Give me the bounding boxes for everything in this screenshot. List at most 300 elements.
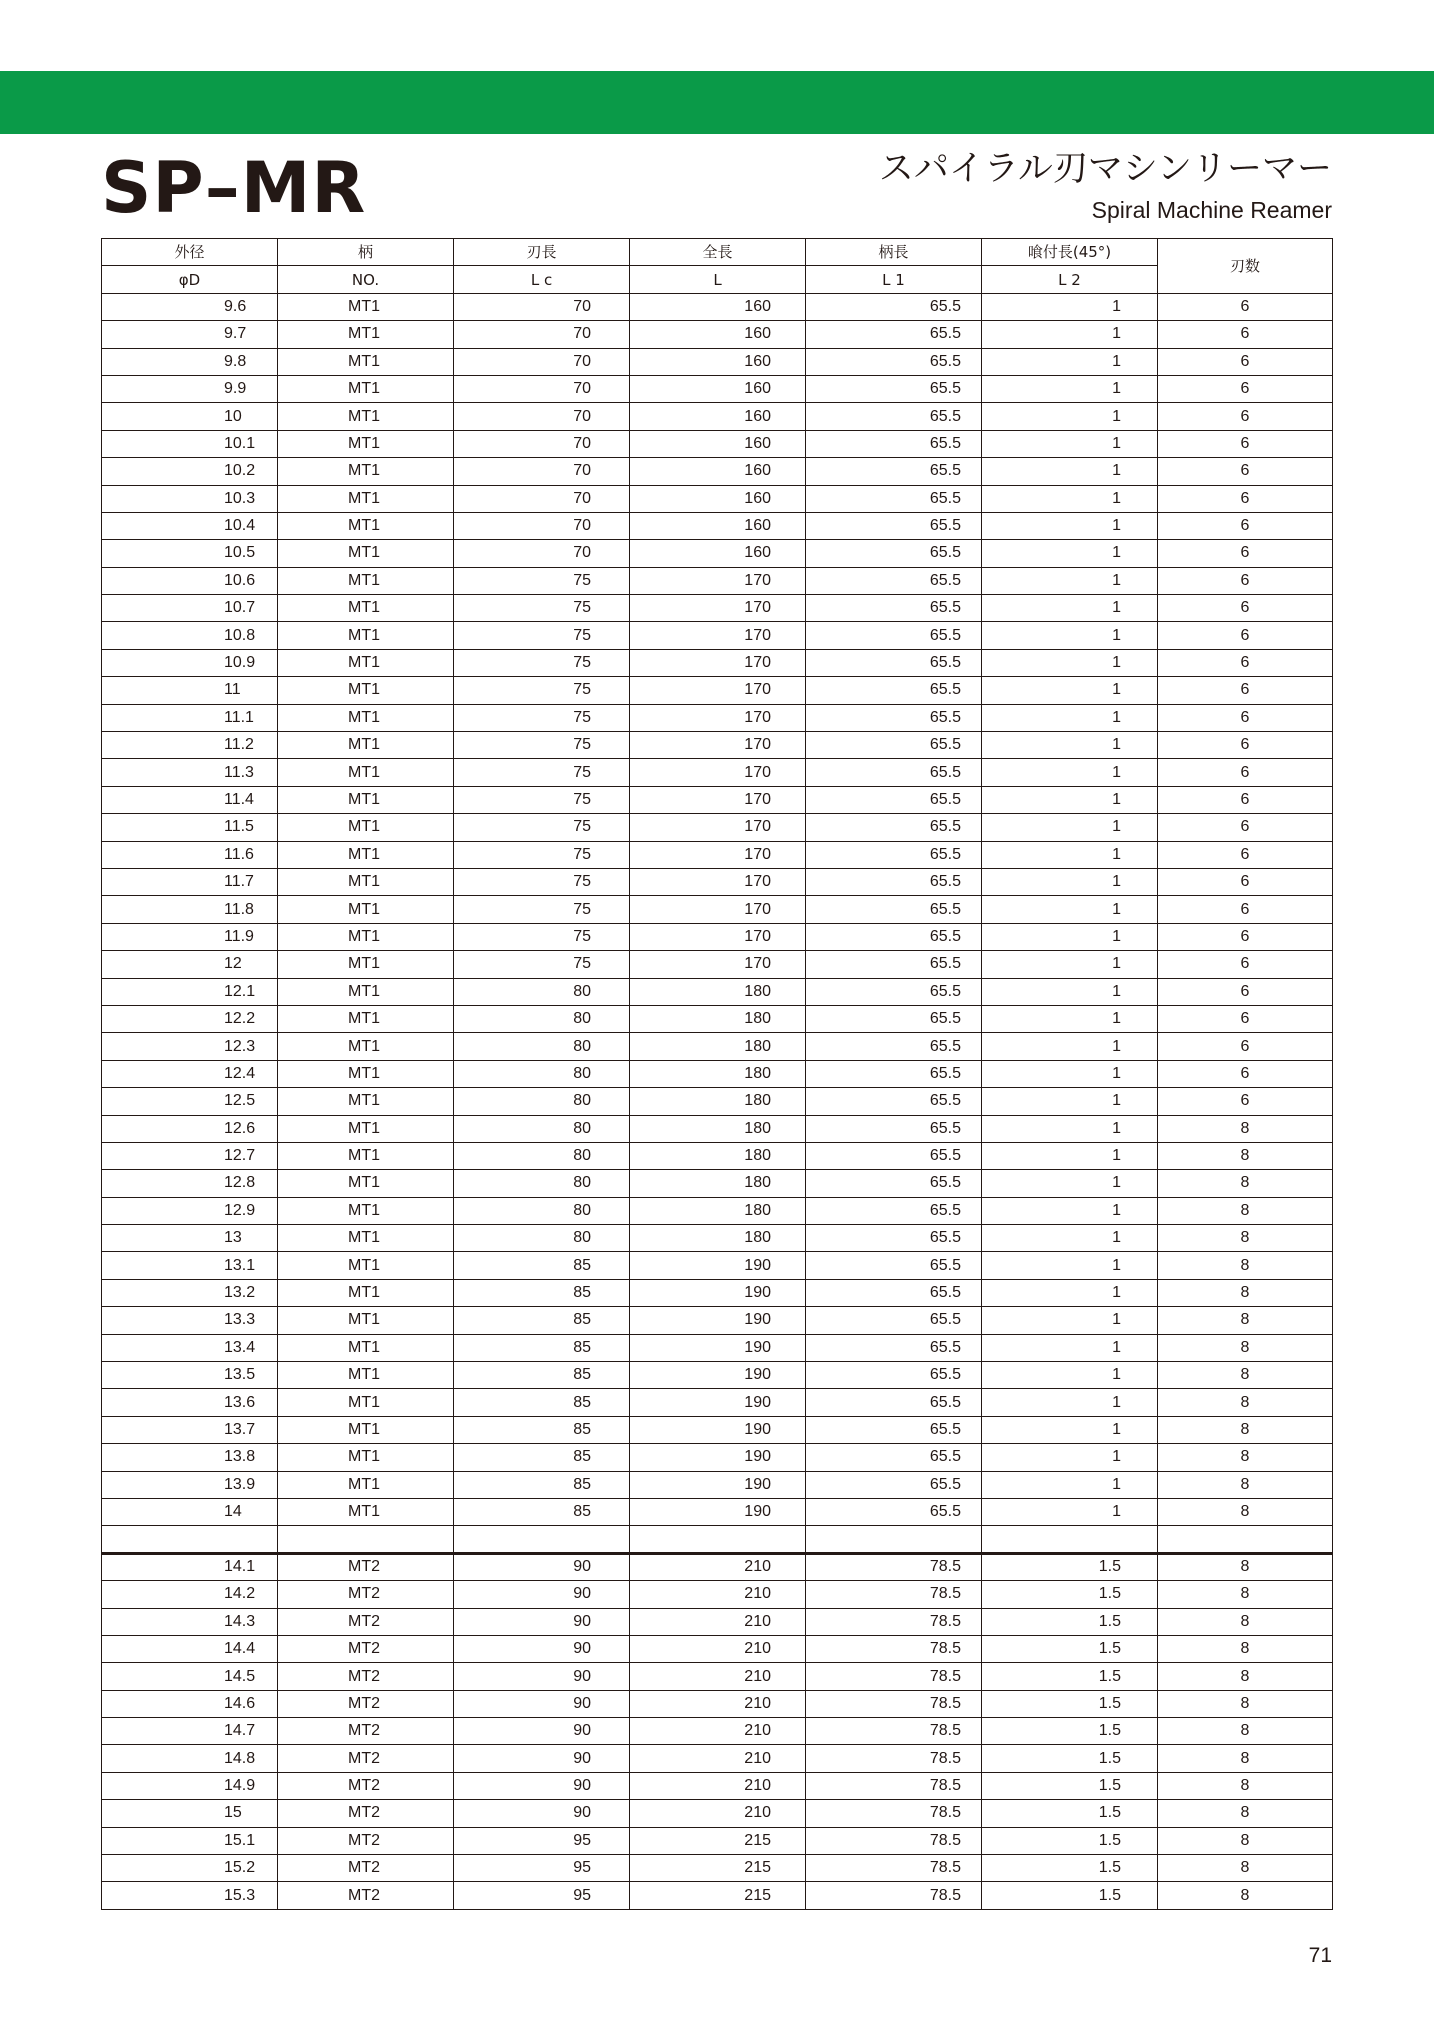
table-row (102, 540, 1333, 567)
cell-overall-length: 170 (630, 786, 806, 813)
cell-overall-length: 190 (630, 1252, 806, 1279)
cell-flute-length: 80 (454, 1115, 630, 1142)
spec-table (101, 238, 1333, 1910)
table-separator-row (102, 1526, 1333, 1553)
table-row (102, 951, 1333, 978)
cell-overall-length: 160 (630, 348, 806, 375)
header-symbol-l2: L 2 (982, 266, 1158, 293)
cell-overall-length: 160 (630, 485, 806, 512)
cell-flute-length: 85 (454, 1334, 630, 1361)
table-row (102, 485, 1333, 512)
cell-chamfer-length: 1 (982, 1115, 1158, 1142)
cell-diameter: 12.5 (102, 1088, 278, 1115)
cell-shank-length: 78.5 (806, 1608, 982, 1635)
cell-chamfer-length: 1 (982, 1142, 1158, 1169)
cell-diameter: 12.2 (102, 1005, 278, 1032)
cell-shank-no: MT1 (278, 430, 454, 457)
cell-flute-count: 6 (1158, 978, 1333, 1005)
cell-shank-length: 78.5 (806, 1882, 982, 1909)
table-row (102, 595, 1333, 622)
header-overall-length: 全長 (630, 239, 806, 266)
cell-flute-length: 90 (454, 1800, 630, 1827)
cell-flute-length: 70 (454, 403, 630, 430)
cell-overall-length: 180 (630, 1197, 806, 1224)
cell-diameter: 10.5 (102, 540, 278, 567)
cell-shank-length: 65.5 (806, 1279, 982, 1306)
cell-flute-length: 90 (454, 1608, 630, 1635)
cell-shank-no: MT1 (278, 622, 454, 649)
cell-overall-length: 160 (630, 403, 806, 430)
cell-chamfer-length: 1 (982, 567, 1158, 594)
cell-flute-count: 6 (1158, 923, 1333, 950)
cell-diameter: 11.3 (102, 759, 278, 786)
cell-flute-length: 85 (454, 1362, 630, 1389)
cell-flute-length: 75 (454, 704, 630, 731)
cell-shank-length: 65.5 (806, 951, 982, 978)
cell-chamfer-length: 1 (982, 1170, 1158, 1197)
cell-flute-length: 75 (454, 841, 630, 868)
cell-chamfer-length: 1 (982, 649, 1158, 676)
cell-flute-count: 6 (1158, 649, 1333, 676)
cell-flute-count: 6 (1158, 403, 1333, 430)
table-row (102, 649, 1333, 676)
cell-overall-length: 170 (630, 732, 806, 759)
cell-diameter: 14 (102, 1498, 278, 1525)
cell-shank-length: 65.5 (806, 430, 982, 457)
header-row-symbols (102, 266, 1333, 293)
empty-cell (278, 1526, 454, 1553)
cell-diameter: 13.9 (102, 1471, 278, 1498)
cell-overall-length: 170 (630, 622, 806, 649)
cell-shank-no: MT2 (278, 1882, 454, 1909)
cell-shank-length: 78.5 (806, 1690, 982, 1717)
cell-diameter: 14.6 (102, 1690, 278, 1717)
cell-shank-no: MT1 (278, 1444, 454, 1471)
cell-flute-length: 75 (454, 923, 630, 950)
table-row (102, 1416, 1333, 1443)
cell-shank-length: 78.5 (806, 1827, 982, 1854)
table-row (102, 1142, 1333, 1169)
cell-chamfer-length: 1 (982, 430, 1158, 457)
cell-shank-no: MT2 (278, 1635, 454, 1662)
cell-diameter: 15.2 (102, 1855, 278, 1882)
cell-flute-count: 6 (1158, 375, 1333, 402)
cell-shank-length: 65.5 (806, 293, 982, 320)
cell-chamfer-length: 1 (982, 1060, 1158, 1087)
cell-shank-no: MT2 (278, 1827, 454, 1854)
cell-flute-count: 8 (1158, 1855, 1333, 1882)
cell-chamfer-length: 1.5 (982, 1581, 1158, 1608)
page-number: 71 (1308, 1944, 1332, 1967)
cell-flute-count: 8 (1158, 1663, 1333, 1690)
empty-cell (630, 1526, 806, 1553)
cell-chamfer-length: 1 (982, 814, 1158, 841)
cell-shank-no: MT1 (278, 704, 454, 731)
cell-flute-count: 6 (1158, 1005, 1333, 1032)
cell-flute-count: 6 (1158, 677, 1333, 704)
cell-overall-length: 170 (630, 704, 806, 731)
cell-diameter: 12.9 (102, 1197, 278, 1224)
cell-flute-length: 70 (454, 321, 630, 348)
cell-flute-count: 6 (1158, 622, 1333, 649)
cell-shank-no: MT1 (278, 1307, 454, 1334)
cell-flute-length: 75 (454, 595, 630, 622)
cell-shank-length: 65.5 (806, 786, 982, 813)
cell-flute-length: 75 (454, 567, 630, 594)
cell-diameter: 10.4 (102, 512, 278, 539)
cell-shank-length: 65.5 (806, 1471, 982, 1498)
cell-shank-no: MT1 (278, 786, 454, 813)
cell-overall-length: 215 (630, 1882, 806, 1909)
cell-flute-length: 80 (454, 1170, 630, 1197)
table-row (102, 1553, 1333, 1580)
cell-chamfer-length: 1.5 (982, 1690, 1158, 1717)
cell-shank-no: MT2 (278, 1718, 454, 1745)
cell-shank-length: 65.5 (806, 1307, 982, 1334)
cell-chamfer-length: 1.5 (982, 1553, 1158, 1580)
cell-shank-length: 78.5 (806, 1800, 982, 1827)
cell-overall-length: 190 (630, 1471, 806, 1498)
cell-chamfer-length: 1 (982, 786, 1158, 813)
cell-flute-count: 8 (1158, 1745, 1333, 1772)
table-row (102, 759, 1333, 786)
cell-flute-length: 85 (454, 1307, 630, 1334)
cell-shank-length: 65.5 (806, 1115, 982, 1142)
cell-flute-count: 6 (1158, 1060, 1333, 1087)
table-row (102, 841, 1333, 868)
cell-shank-no: MT1 (278, 1115, 454, 1142)
page-title: SP–MR (101, 147, 367, 229)
cell-diameter: 15 (102, 1800, 278, 1827)
cell-shank-no: MT1 (278, 1088, 454, 1115)
cell-flute-length: 75 (454, 759, 630, 786)
cell-diameter: 12.6 (102, 1115, 278, 1142)
cell-chamfer-length: 1 (982, 978, 1158, 1005)
cell-chamfer-length: 1 (982, 677, 1158, 704)
cell-overall-length: 210 (630, 1718, 806, 1745)
cell-overall-length: 215 (630, 1855, 806, 1882)
cell-flute-count: 8 (1158, 1553, 1333, 1580)
cell-overall-length: 180 (630, 978, 806, 1005)
cell-shank-no: MT1 (278, 1471, 454, 1498)
table-row (102, 1088, 1333, 1115)
cell-shank-length: 65.5 (806, 1334, 982, 1361)
cell-chamfer-length: 1 (982, 841, 1158, 868)
cell-chamfer-length: 1 (982, 375, 1158, 402)
cell-chamfer-length: 1.5 (982, 1855, 1158, 1882)
cell-flute-length: 85 (454, 1416, 630, 1443)
cell-overall-length: 170 (630, 814, 806, 841)
cell-flute-length: 75 (454, 786, 630, 813)
cell-shank-no: MT1 (278, 1060, 454, 1087)
cell-shank-no: MT1 (278, 348, 454, 375)
cell-diameter: 14.4 (102, 1635, 278, 1662)
cell-flute-length: 70 (454, 348, 630, 375)
cell-flute-count: 8 (1158, 1362, 1333, 1389)
cell-flute-count: 6 (1158, 430, 1333, 457)
cell-overall-length: 190 (630, 1307, 806, 1334)
cell-flute-length: 80 (454, 1060, 630, 1087)
cell-shank-length: 65.5 (806, 1033, 982, 1060)
cell-shank-length: 65.5 (806, 1498, 982, 1525)
cell-shank-no: MT1 (278, 923, 454, 950)
cell-chamfer-length: 1 (982, 868, 1158, 895)
cell-flute-count: 6 (1158, 1088, 1333, 1115)
cell-flute-count: 6 (1158, 567, 1333, 594)
table-row (102, 1362, 1333, 1389)
cell-diameter: 13.7 (102, 1416, 278, 1443)
cell-diameter: 11.1 (102, 704, 278, 731)
cell-chamfer-length: 1 (982, 348, 1158, 375)
cell-shank-no: MT1 (278, 567, 454, 594)
cell-shank-length: 65.5 (806, 978, 982, 1005)
cell-diameter: 10 (102, 403, 278, 430)
header-chamfer-length: 喰付長(45°) (982, 239, 1158, 266)
cell-flute-length: 90 (454, 1553, 630, 1580)
header-symbol-l1: L 1 (806, 266, 982, 293)
cell-chamfer-length: 1.5 (982, 1663, 1158, 1690)
header-color-band (0, 71, 1434, 134)
cell-chamfer-length: 1 (982, 1225, 1158, 1252)
empty-cell (454, 1526, 630, 1553)
cell-flute-length: 80 (454, 1088, 630, 1115)
cell-shank-no: MT2 (278, 1581, 454, 1608)
cell-diameter: 13 (102, 1225, 278, 1252)
cell-shank-length: 78.5 (806, 1553, 982, 1580)
cell-chamfer-length: 1 (982, 403, 1158, 430)
product-name-english: Spiral Machine Reamer (1091, 197, 1332, 223)
cell-flute-count: 8 (1158, 1581, 1333, 1608)
cell-overall-length: 210 (630, 1608, 806, 1635)
cell-shank-no: MT1 (278, 293, 454, 320)
cell-overall-length: 160 (630, 458, 806, 485)
cell-chamfer-length: 1 (982, 1389, 1158, 1416)
cell-diameter: 10.8 (102, 622, 278, 649)
cell-shank-length: 65.5 (806, 677, 982, 704)
cell-overall-length: 190 (630, 1362, 806, 1389)
cell-diameter: 9.8 (102, 348, 278, 375)
cell-chamfer-length: 1 (982, 1307, 1158, 1334)
cell-overall-length: 170 (630, 951, 806, 978)
table-row (102, 1279, 1333, 1306)
cell-chamfer-length: 1 (982, 1279, 1158, 1306)
cell-overall-length: 180 (630, 1142, 806, 1169)
cell-shank-length: 65.5 (806, 1088, 982, 1115)
cell-chamfer-length: 1 (982, 1416, 1158, 1443)
cell-shank-length: 78.5 (806, 1718, 982, 1745)
cell-overall-length: 160 (630, 375, 806, 402)
cell-chamfer-length: 1 (982, 759, 1158, 786)
cell-shank-no: MT1 (278, 1334, 454, 1361)
cell-diameter: 11.6 (102, 841, 278, 868)
cell-chamfer-length: 1 (982, 1252, 1158, 1279)
table-row (102, 1718, 1333, 1745)
table-row (102, 1197, 1333, 1224)
cell-shank-no: MT2 (278, 1772, 454, 1799)
cell-overall-length: 170 (630, 841, 806, 868)
table-row (102, 1827, 1333, 1854)
table-row (102, 1115, 1333, 1142)
cell-shank-length: 65.5 (806, 1252, 982, 1279)
spec-table-header (102, 239, 1333, 294)
cell-overall-length: 190 (630, 1389, 806, 1416)
cell-chamfer-length: 1 (982, 293, 1158, 320)
cell-shank-length: 65.5 (806, 458, 982, 485)
table-row (102, 978, 1333, 1005)
cell-diameter: 13.1 (102, 1252, 278, 1279)
cell-diameter: 12.3 (102, 1033, 278, 1060)
cell-flute-length: 70 (454, 512, 630, 539)
table-row (102, 430, 1333, 457)
cell-shank-no: MT1 (278, 458, 454, 485)
empty-cell (102, 1526, 278, 1553)
cell-shank-length: 65.5 (806, 759, 982, 786)
cell-shank-no: MT1 (278, 978, 454, 1005)
cell-flute-length: 95 (454, 1882, 630, 1909)
header-symbol-lc: L c (454, 266, 630, 293)
cell-flute-count: 8 (1158, 1444, 1333, 1471)
cell-flute-length: 75 (454, 677, 630, 704)
cell-chamfer-length: 1 (982, 1005, 1158, 1032)
cell-shank-length: 65.5 (806, 622, 982, 649)
cell-overall-length: 190 (630, 1334, 806, 1361)
cell-chamfer-length: 1 (982, 1471, 1158, 1498)
cell-overall-length: 170 (630, 923, 806, 950)
cell-diameter: 14.3 (102, 1608, 278, 1635)
cell-shank-length: 65.5 (806, 1197, 982, 1224)
cell-shank-no: MT1 (278, 649, 454, 676)
cell-flute-length: 70 (454, 430, 630, 457)
cell-chamfer-length: 1 (982, 1033, 1158, 1060)
cell-flute-count: 8 (1158, 1718, 1333, 1745)
cell-overall-length: 190 (630, 1279, 806, 1306)
cell-flute-count: 6 (1158, 293, 1333, 320)
cell-diameter: 11.7 (102, 868, 278, 895)
cell-shank-no: MT1 (278, 814, 454, 841)
cell-diameter: 10.1 (102, 430, 278, 457)
header-shank-length: 柄長 (806, 239, 982, 266)
cell-overall-length: 170 (630, 868, 806, 895)
cell-flute-count: 8 (1158, 1389, 1333, 1416)
cell-chamfer-length: 1.5 (982, 1745, 1158, 1772)
cell-diameter: 12.1 (102, 978, 278, 1005)
cell-shank-length: 78.5 (806, 1855, 982, 1882)
cell-shank-length: 65.5 (806, 512, 982, 539)
cell-chamfer-length: 1 (982, 458, 1158, 485)
cell-flute-count: 8 (1158, 1197, 1333, 1224)
cell-flute-count: 8 (1158, 1225, 1333, 1252)
cell-shank-length: 65.5 (806, 868, 982, 895)
cell-shank-length: 65.5 (806, 1362, 982, 1389)
header-symbol-l: L (630, 266, 806, 293)
cell-shank-length: 78.5 (806, 1745, 982, 1772)
cell-shank-length: 65.5 (806, 595, 982, 622)
table-row (102, 458, 1333, 485)
cell-flute-length: 90 (454, 1718, 630, 1745)
cell-diameter: 14.2 (102, 1581, 278, 1608)
cell-diameter: 11.5 (102, 814, 278, 841)
cell-shank-length: 65.5 (806, 348, 982, 375)
cell-shank-length: 65.5 (806, 1389, 982, 1416)
cell-chamfer-length: 1 (982, 321, 1158, 348)
cell-flute-count: 8 (1158, 1115, 1333, 1142)
table-row (102, 677, 1333, 704)
cell-diameter: 9.7 (102, 321, 278, 348)
spec-table-body (102, 293, 1333, 1909)
cell-shank-no: MT1 (278, 1279, 454, 1306)
cell-flute-count: 8 (1158, 1170, 1333, 1197)
cell-chamfer-length: 1 (982, 1498, 1158, 1525)
cell-diameter: 14.5 (102, 1663, 278, 1690)
cell-flute-count: 6 (1158, 841, 1333, 868)
cell-diameter: 10.6 (102, 567, 278, 594)
cell-chamfer-length: 1 (982, 595, 1158, 622)
table-row (102, 1800, 1333, 1827)
cell-chamfer-length: 1 (982, 1362, 1158, 1389)
empty-cell (806, 1526, 982, 1553)
table-row (102, 1389, 1333, 1416)
cell-overall-length: 210 (630, 1690, 806, 1717)
table-row (102, 1471, 1333, 1498)
cell-flute-length: 85 (454, 1444, 630, 1471)
cell-flute-length: 80 (454, 1225, 630, 1252)
table-row (102, 1060, 1333, 1087)
cell-flute-count: 8 (1158, 1635, 1333, 1662)
table-row (102, 375, 1333, 402)
table-row (102, 786, 1333, 813)
cell-shank-no: MT1 (278, 1225, 454, 1252)
cell-overall-length: 210 (630, 1553, 806, 1580)
cell-diameter: 10.3 (102, 485, 278, 512)
cell-diameter: 13.3 (102, 1307, 278, 1334)
header-symbol-d: φD (102, 266, 278, 293)
cell-shank-length: 65.5 (806, 923, 982, 950)
cell-shank-no: MT2 (278, 1608, 454, 1635)
cell-shank-length: 78.5 (806, 1772, 982, 1799)
cell-chamfer-length: 1 (982, 485, 1158, 512)
header-flutes: 刃数 (1158, 239, 1333, 294)
cell-chamfer-length: 1 (982, 1444, 1158, 1471)
cell-overall-length: 180 (630, 1088, 806, 1115)
cell-shank-length: 65.5 (806, 321, 982, 348)
cell-shank-no: MT1 (278, 375, 454, 402)
cell-flute-length: 90 (454, 1745, 630, 1772)
cell-overall-length: 210 (630, 1663, 806, 1690)
cell-flute-count: 8 (1158, 1334, 1333, 1361)
table-row (102, 704, 1333, 731)
table-row (102, 1005, 1333, 1032)
cell-chamfer-length: 1 (982, 951, 1158, 978)
cell-chamfer-length: 1.5 (982, 1827, 1158, 1854)
cell-flute-count: 6 (1158, 458, 1333, 485)
cell-shank-no: MT1 (278, 841, 454, 868)
cell-chamfer-length: 1.5 (982, 1772, 1158, 1799)
empty-cell (1158, 1526, 1333, 1553)
cell-diameter: 9.6 (102, 293, 278, 320)
cell-shank-no: MT1 (278, 1389, 454, 1416)
cell-shank-no: MT1 (278, 1362, 454, 1389)
product-name-japanese: スパイラル刃マシンリーマー (878, 149, 1332, 189)
cell-flute-length: 90 (454, 1772, 630, 1799)
cell-flute-count: 6 (1158, 732, 1333, 759)
cell-flute-length: 95 (454, 1855, 630, 1882)
table-row (102, 348, 1333, 375)
cell-diameter: 11.8 (102, 896, 278, 923)
cell-overall-length: 210 (630, 1772, 806, 1799)
cell-flute-length: 95 (454, 1827, 630, 1854)
cell-shank-no: MT1 (278, 896, 454, 923)
cell-shank-length: 65.5 (806, 1225, 982, 1252)
